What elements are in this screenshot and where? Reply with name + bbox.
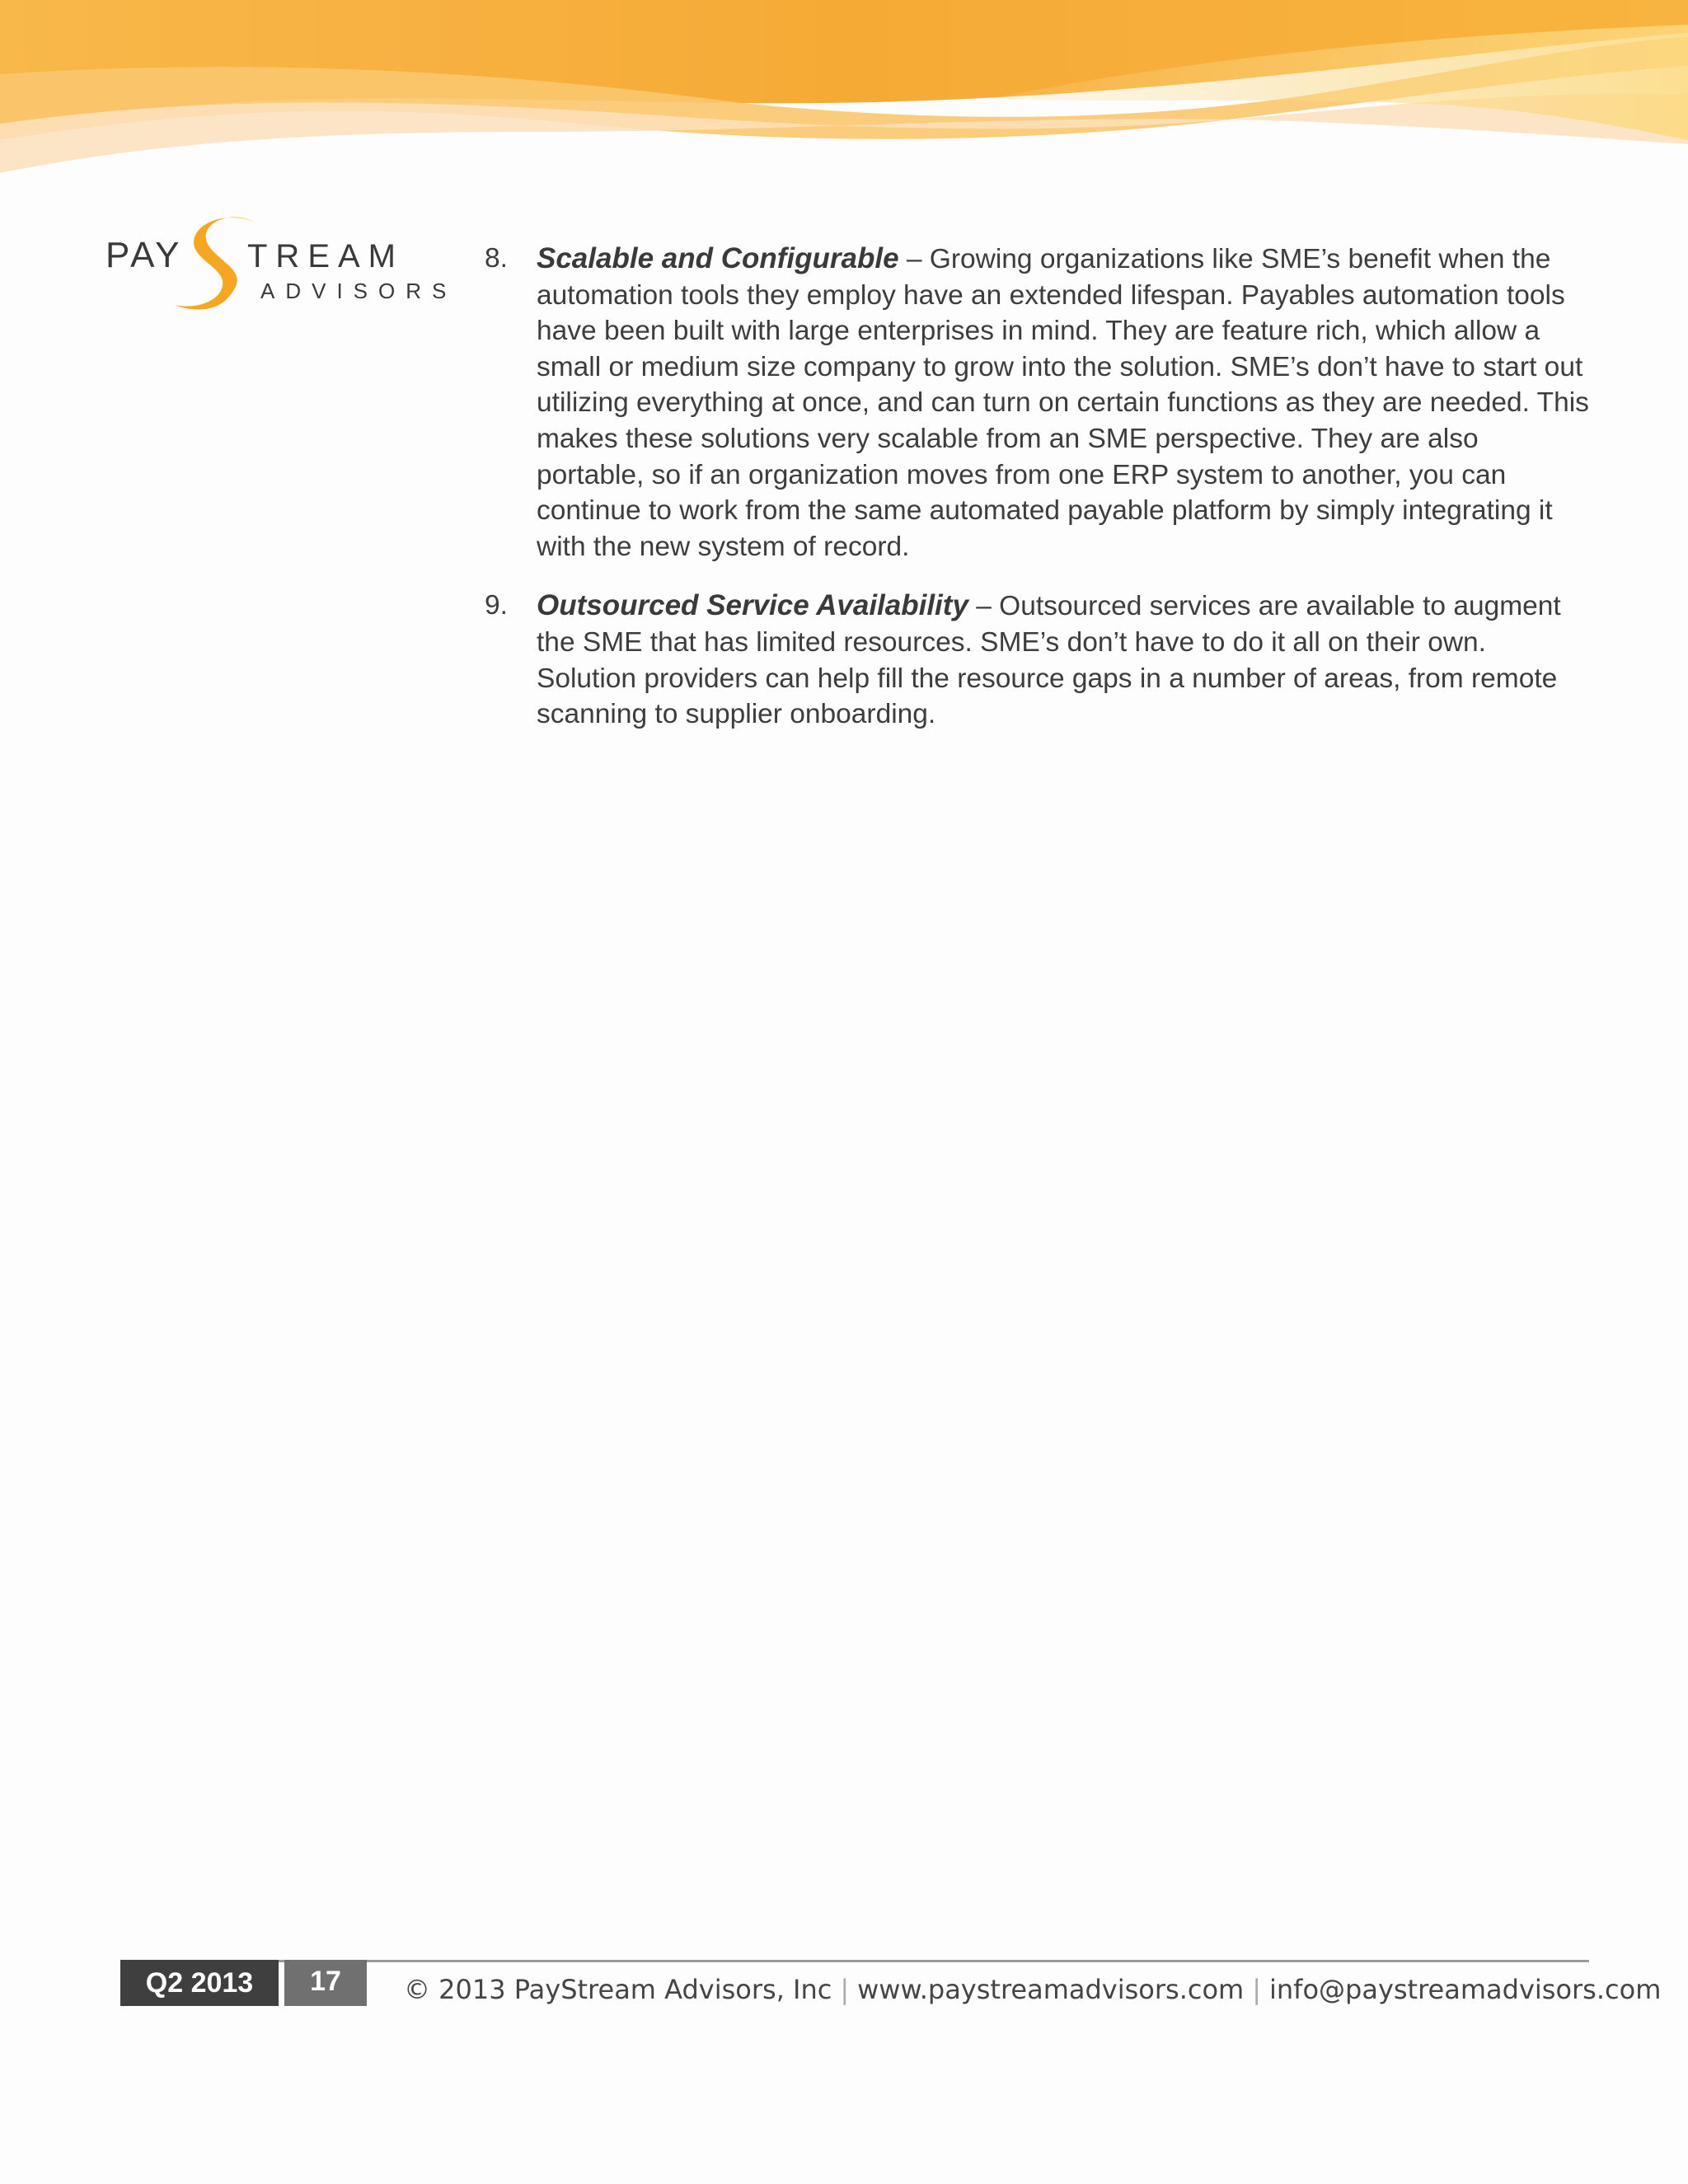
list-item-number: 8. bbox=[485, 243, 508, 274]
footer-page-number: 17 bbox=[284, 1960, 367, 2006]
list-item-body: – Growing organizations like SME’s benefit when the automation tools they employ have an extended lifespan. Payables automation tools have been built with large enterprises in mind. They are feature rich, which allow a small or medium size company to grow into the solution. SME’s don’t have to start out utilizing everything at once, and can turn on certain functions as they are needed. This makes these solutions very scalable from an SME perspective. They are also portable, so if an organization moves from one ERP system to another, you can continue to work from the same automated payable platform by simply integrating it with the new system of record. bbox=[537, 244, 1589, 562]
list-item-body: – Outsourced services are available to augment the SME that has limited resources. SME’s don’t have to do it all on their own. Solution providers can help fill the resource gaps in a number of areas, from remote scanning to supplier onboarding. bbox=[537, 591, 1561, 730]
paystream-logo bbox=[106, 208, 457, 315]
content-list bbox=[485, 241, 1593, 756]
list-item bbox=[485, 588, 1593, 732]
footer-website-link[interactable]: www.paystreamadvisors.com bbox=[857, 1974, 1245, 2005]
list-item-title: Outsourced Service Availability bbox=[537, 589, 968, 622]
footer-separator: | bbox=[1252, 1974, 1261, 2005]
paystream-logo-graphic bbox=[106, 208, 457, 315]
logo-word-pay: PAY bbox=[106, 235, 183, 275]
footer-quarter-badge: Q2 2013 bbox=[120, 1960, 279, 2006]
logo-word-tream: TREAM bbox=[247, 238, 404, 274]
logo-word-advisors: ADVISORS bbox=[260, 279, 457, 303]
logo-swoosh-s-icon bbox=[175, 217, 256, 309]
footer-divider bbox=[279, 1960, 1589, 1962]
header-wave-banner bbox=[0, 0, 1688, 190]
list-item bbox=[485, 241, 1593, 565]
list-item-title: Scalable and Configurable bbox=[537, 242, 899, 274]
list-item-number: 9. bbox=[485, 590, 508, 621]
footer-copyright: © 2013 PayStream Advisors, Inc bbox=[404, 1974, 832, 2005]
footer-contact-line bbox=[404, 1973, 1661, 2006]
footer-email-link[interactable]: info@paystreamadvisors.com bbox=[1269, 1974, 1662, 2005]
footer-separator: | bbox=[840, 1974, 850, 2005]
